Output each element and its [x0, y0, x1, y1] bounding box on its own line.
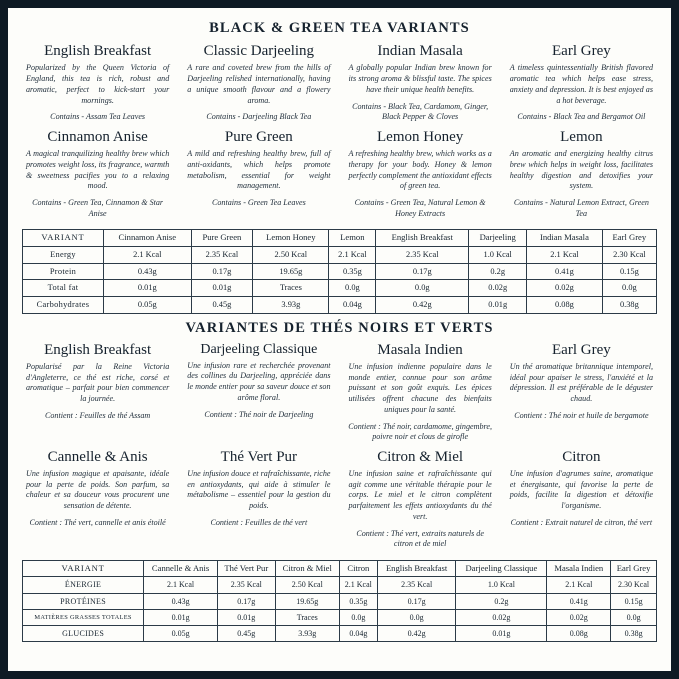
tea-name: Lemon	[560, 128, 603, 145]
tea-contains: Contient : Thé vert, extraits naturels de citron et de miel	[356, 528, 484, 549]
table-cell: 2.1 Kcal	[144, 577, 218, 593]
tea-card	[183, 342, 334, 443]
tea-description: Une infusion indienne populaire dans le monde entier, connue pour son arôme puissant et son goût exquis. Les épices utilisées offrent chacune des bienfaits uniques pour la santé.	[348, 361, 492, 414]
table-row-label: Carbohydrates	[23, 296, 104, 313]
table-header-cell: Earl Grey	[611, 560, 657, 577]
table-cell: 19.65g	[253, 263, 329, 280]
table-cell: Traces	[253, 280, 329, 297]
tea-description: Une infusion magique et apaisante, idéale pour la perte de poids. Son parfum, sa chaleur et sa douceur vous procurent une sensation de détente.	[26, 468, 170, 511]
table-cell: 0.17g	[217, 593, 275, 609]
table-cell: 2.1 Kcal	[103, 246, 191, 263]
table-cell: 0.05g	[103, 296, 191, 313]
table-header-cell: Darjeeling Classique	[456, 560, 547, 577]
table-header-cell: Lemon	[329, 230, 376, 247]
tea-name: Citron	[562, 448, 601, 465]
table-row-label: Total fat	[23, 280, 104, 297]
tea-description: A refreshing healthy brew, which works as a therapy for your body. Honey & lemon perfectly complement the antioxidant effects of green tea.	[348, 149, 492, 191]
table-cell: 0.08g	[527, 296, 603, 313]
tea-name: Citron & Miel	[377, 448, 464, 465]
table-cell: 0.38g	[611, 626, 657, 642]
tea-description: An aromatic and energizing healthy citrus brew which helps in weight loss, facilitates healthy digestion and detoxifies your system.	[509, 149, 653, 191]
table-row	[23, 577, 657, 593]
table-cell: 0.41g	[547, 593, 611, 609]
table-header-cell: Cannelle & Anis	[144, 560, 218, 577]
tea-description: A timeless quintessentially British flavored aromatic tea which helps ease stress, anxiety and depression. It is best enjoyed as a hot beverage.	[509, 63, 653, 105]
tea-card	[22, 43, 173, 123]
table-header-row	[23, 560, 657, 577]
table-cell: 2.1 Kcal	[329, 246, 376, 263]
table-cell: 3.93g	[275, 626, 339, 642]
tea-name: Earl Grey	[552, 43, 611, 59]
tea-name: Masala Indien	[377, 341, 463, 358]
tea-contains: Contient : Thé noir, cardamome, gingembre, poivre noir et clous de girofle	[348, 421, 492, 442]
table-row	[23, 280, 657, 297]
table-row-label: Protein	[23, 263, 104, 280]
table-cell: 0.02g	[547, 609, 611, 625]
tea-card	[506, 449, 657, 550]
tea-contains: Contains - Assam Tea Leaves	[50, 112, 146, 122]
table-header-row	[23, 230, 657, 247]
table-header-cell: Masala Indien	[547, 560, 611, 577]
table-cell: 0.15g	[602, 263, 656, 280]
table-cell: 0.35g	[329, 263, 376, 280]
table-header-cell: Darjeeling	[469, 230, 527, 247]
tea-contains: Contient : Thé noir et huile de bergamote	[514, 410, 649, 420]
table-row-label: GLUCIDES	[23, 626, 144, 642]
table-cell: 2.35 Kcal	[376, 246, 469, 263]
tea-card	[506, 129, 657, 219]
table-cell: 0.01g	[217, 609, 275, 625]
table-cell: 0.0g	[339, 609, 377, 625]
table-cell: 0.0g	[376, 280, 469, 297]
table-cell: 0.0g	[377, 609, 456, 625]
tea-grid-french-row2	[22, 449, 657, 552]
tea-contains: Contains - Natural Lemon Extract, Green Tea	[513, 198, 649, 218]
nutrition-table-french	[22, 560, 657, 643]
tea-description: A mild and refreshing healthy brew, full of anti-oxidants, which helps promote metabolism, essential for weight management.	[187, 149, 331, 191]
table-cell: 2.50 Kcal	[253, 246, 329, 263]
tea-card	[345, 449, 496, 550]
table-cell: 2.1 Kcal	[527, 246, 603, 263]
table-cell: 0.45g	[217, 626, 275, 642]
tea-card	[183, 43, 334, 123]
section-english	[22, 20, 657, 314]
table-cell: 0.41g	[527, 263, 603, 280]
tea-name: Darjeeling Classique	[200, 341, 318, 357]
table-cell: 0.0g	[602, 280, 656, 297]
table-header-cell: VARIANT	[23, 560, 144, 577]
table-row	[23, 593, 657, 609]
tea-card	[345, 342, 496, 443]
tea-description: A globally popular Indian brew known for its strong aroma & blissful taste. The spices have their unique health benefits.	[348, 63, 492, 94]
section-title-english: BLACK & GREEN TEA VARIANTS	[209, 20, 470, 36]
tea-contains: Contains - Green Tea Leaves	[211, 198, 306, 208]
nutrition-table-english	[22, 229, 657, 314]
table-cell: 0.45g	[191, 296, 253, 313]
table-cell: 0.01g	[191, 280, 253, 297]
table-header-cell: Cinnamon Anise	[103, 230, 191, 247]
tea-name: English Breakfast	[44, 43, 152, 59]
table-cell: 0.2g	[469, 263, 527, 280]
table-header-cell: Thé Vert Pur	[217, 560, 275, 577]
tea-description: Popularisé par la Reine Victoria d'Angleterre, ce thé est riche, corsé et aromatique – parfait pour bien commencer la journée.	[26, 361, 170, 404]
tea-name: Cinnamon Anise	[47, 128, 148, 145]
table-cell: 0.01g	[469, 296, 527, 313]
table-cell: 2.35 Kcal	[377, 577, 456, 593]
table-cell: 0.02g	[469, 280, 527, 297]
table-header-cell: Citron	[339, 560, 377, 577]
table-cell: 0.01g	[456, 626, 547, 642]
table-cell: 0.05g	[144, 626, 218, 642]
table-header-cell: Earl Grey	[602, 230, 656, 247]
table-cell: 3.93g	[253, 296, 329, 313]
section-title-french: VARIANTES DE THÉS NOIRS ET VERTS	[185, 319, 494, 336]
table-header-cell: English Breakfast	[376, 230, 469, 247]
tea-card	[345, 43, 496, 123]
table-cell: 0.17g	[376, 263, 469, 280]
tea-card	[183, 129, 334, 219]
table-row-label: ÉNERGIE	[23, 577, 144, 593]
table-cell: 0.04g	[339, 626, 377, 642]
table-row	[23, 263, 657, 280]
tea-name: Classic Darjeeling	[203, 43, 315, 59]
table-cell: 0.15g	[611, 593, 657, 609]
table-row-label: Energy	[23, 246, 104, 263]
table-cell: 0.02g	[527, 280, 603, 297]
tea-description: Une infusion saine et rafraîchissante qui agit comme une véritable thérapie pour le corps. Le miel et le citron complètent parfaitement les effets antioxydants du thé vert.	[348, 468, 492, 521]
table-cell: 2.50 Kcal	[275, 577, 339, 593]
table-cell: Traces	[275, 609, 339, 625]
table-cell: 0.01g	[103, 280, 191, 297]
tea-name: Thé Vert Pur	[220, 448, 298, 465]
table-cell: 0.08g	[547, 626, 611, 642]
document-sheet	[8, 8, 671, 671]
table-cell: 2.35 Kcal	[191, 246, 253, 263]
tea-contains: Contains - Black Tea and Bergamot Oil	[517, 112, 646, 122]
tea-name: Lemon Honey	[377, 128, 464, 145]
table-cell: 0.02g	[456, 609, 547, 625]
tea-name: English Breakfast	[44, 341, 152, 358]
table-cell: 2.1 Kcal	[339, 577, 377, 593]
table-cell: 0.17g	[377, 593, 456, 609]
table-header-cell: Pure Green	[191, 230, 253, 247]
table-cell: 2.30 Kcal	[611, 577, 657, 593]
table-cell: 0.43g	[103, 263, 191, 280]
tea-card	[22, 129, 173, 219]
table-cell: 2.30 Kcal	[602, 246, 656, 263]
tea-name: Cannelle & Anis	[47, 448, 148, 465]
table-row	[23, 296, 657, 313]
tea-grid-french-row1	[22, 342, 657, 445]
tea-name: Pure Green	[224, 128, 293, 145]
tea-grid-english-row2	[22, 129, 657, 221]
table-cell: 0.01g	[144, 609, 218, 625]
tea-description: A magical tranquilizing healthy brew which promotes weight loss, its fragrance, warmth & sweetness pacifies you to a relaxing mood.	[26, 149, 170, 191]
tea-name: Indian Masala	[377, 43, 463, 59]
tea-card	[183, 449, 334, 550]
tea-contains: Contient : Feuilles de thé Assam	[44, 410, 151, 420]
table-cell: 0.17g	[191, 263, 253, 280]
tea-contains: Contains - Black Tea, Cardamom, Ginger, Black Pepper & Cloves	[352, 101, 489, 122]
tea-name: Earl Grey	[552, 341, 611, 358]
tea-description: Un thé aromatique britannique intemporel, idéal pour apaiser le stress, l'anxiété et la dépression. Il est préférable de le déguster chaud.	[509, 361, 653, 404]
table-header-cell: English Breakfast	[377, 560, 456, 577]
tea-card	[345, 129, 496, 219]
tea-contains: Contains - Green Tea, Natural Lemon & Honey Extracts	[354, 198, 486, 218]
table-header-cell: Citron & Miel	[275, 560, 339, 577]
tea-description: Une infusion douce et rafraîchissante, riche en antioxydants, qui aide à stimuler le métabolisme – essentiel pour la gestion du poids.	[187, 468, 331, 511]
table-row	[23, 609, 657, 625]
tea-description: Une infusion d'agrumes saine, aromatique et énergisante, qui favorise la perte de poids, facilite la digestion et détoxifie l'organisme.	[509, 468, 653, 511]
tea-card	[22, 449, 173, 550]
table-cell: 0.42g	[377, 626, 456, 642]
tea-description: A rare and coveted brew from the hills of Darjeeling relished internationally, having a unique smooth flavour and a flowery aroma.	[187, 63, 331, 105]
tea-description: Popularized by the Queen Victoria of England, this tea is rich, robust and aromatic, perfect to kick-start your mornings.	[26, 63, 170, 105]
table-row	[23, 626, 657, 642]
table-cell: 0.38g	[602, 296, 656, 313]
table-cell: 0.43g	[144, 593, 218, 609]
tea-contains: Contains - Green Tea, Cinnamon & Star Anise	[32, 198, 164, 218]
table-cell: 2.1 Kcal	[547, 577, 611, 593]
table-cell: 2.35 Kcal	[217, 577, 275, 593]
table-cell: 19.65g	[275, 593, 339, 609]
table-row-label: MATIÈRES GRASSES TOTALES	[23, 609, 144, 625]
table-row-label: PROTÉINES	[23, 593, 144, 609]
tea-grid-english-row1	[22, 43, 657, 125]
table-header-cell: VARIANT	[23, 230, 104, 247]
tea-contains: Contains - Darjeeling Black Tea	[206, 112, 312, 122]
section-french	[22, 320, 657, 643]
table-cell: 0.35g	[339, 593, 377, 609]
table-cell: 0.2g	[456, 593, 547, 609]
table-header-cell: Lemon Honey	[253, 230, 329, 247]
table-cell: 1.0 Kcal	[469, 246, 527, 263]
tea-description: Une infusion rare et recherchée provenant des collines du Darjeeling, appréciée dans le monde entier pour sa saveur douce et son arôme floral.	[187, 360, 331, 402]
table-row	[23, 246, 657, 263]
tea-card	[506, 43, 657, 123]
table-cell: 0.04g	[329, 296, 376, 313]
table-header-cell: Indian Masala	[527, 230, 603, 247]
tea-contains: Contient : Extrait naturel de citron, thé vert	[510, 517, 653, 527]
tea-card	[22, 342, 173, 443]
table-cell: 0.0g	[329, 280, 376, 297]
tea-contains: Contient : Feuilles de thé vert	[210, 517, 308, 527]
table-cell: 0.0g	[611, 609, 657, 625]
table-cell: 0.42g	[376, 296, 469, 313]
tea-card	[506, 342, 657, 443]
table-cell: 1.0 Kcal	[456, 577, 547, 593]
tea-contains: Contient : Thé vert, cannelle et anis étoilé	[29, 517, 166, 527]
tea-contains: Contient : Thé noir de Darjeeling	[204, 409, 314, 419]
